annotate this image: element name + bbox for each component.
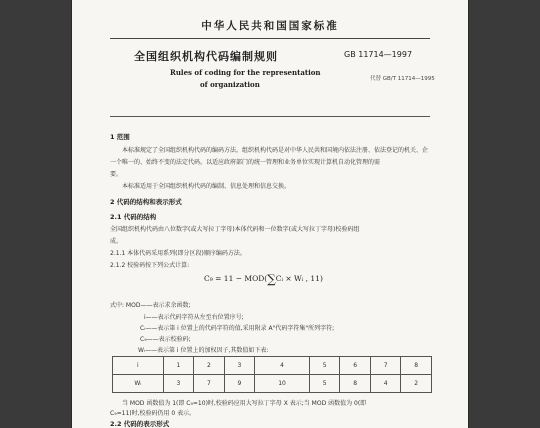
definition-i: i——表示代码字符从左至右位置序号; [144, 314, 244, 321]
check-digit-formula [204, 272, 323, 286]
standard-number: GB 11714—1997 [344, 50, 413, 59]
replaces-note: 代替 GB/T 11714—1995 [370, 76, 435, 82]
table-cell: 7 [370, 357, 401, 375]
section-2-1-1: 2.1.1 本体代码采用系列(即分区段)顺序编码方法。 [110, 250, 246, 257]
after-table-note-line-2: C₉=11)时,校验码仍用 0 表示。 [110, 410, 196, 417]
table-cell: 7 [194, 375, 225, 393]
table-cell: 2 [401, 375, 432, 393]
row-label-i: i [113, 357, 164, 375]
table-cell: 1 [163, 357, 194, 375]
header-rule [110, 38, 430, 39]
definition-intro: 式中: MOD——表示求余函数; [110, 302, 191, 309]
after-table-note-line-1: 当 MOD 函数值为 1(即 C₉=10)时,校验码应用大写拉丁字母 X 表示;当 MOD 函数值为 0(即 [122, 400, 367, 407]
weight-factor-table [112, 356, 432, 393]
table-cell: 10 [255, 375, 310, 393]
definition-c9: C₉——表示校验码; [140, 336, 191, 343]
formula-left: C₉ = 11 − MOD( [204, 274, 268, 283]
section-1-para-1-line-3: 要。 [110, 171, 123, 178]
section-1-heading: 1 范围 [110, 133, 130, 141]
document-page [72, 0, 468, 428]
table-row [113, 357, 432, 375]
table-cell: 5 [309, 357, 340, 375]
title-rule [110, 116, 430, 117]
table-cell: 5 [309, 375, 340, 393]
formula-right: Cᵢ × Wᵢ , 11) [275, 274, 323, 283]
row-label-wi: Wᵢ [113, 375, 164, 393]
definition-wi: Wᵢ——表示第 i 位置上的加权因子,其数值如下表: [138, 347, 269, 354]
section-1-para-1-line-1: 本标准规定了全国组织机构代码的编码方法。组织机构代码是对中华人民共和国境内依法注册、依法登记的机关、企 [122, 147, 429, 154]
section-2-2-heading: 2.2 代码的表示形式 [110, 420, 170, 428]
sum-symbol: ∑ [267, 272, 276, 286]
issuing-org-header: 中华人民共和国国家标准 [201, 20, 339, 32]
table-cell: 8 [401, 357, 432, 375]
document-title-cn: 全国组织机构代码编制规则 [134, 50, 278, 63]
section-2-1-para-line-1: 全国组织机构代码由八位数字(或大写拉丁字母)本体代码和一位数字(或大写拉丁字母)校验码组 [110, 226, 360, 233]
table-cell: 9 [224, 375, 255, 393]
table-row [113, 375, 432, 393]
table-cell: 4 [370, 375, 401, 393]
section-1-para-1-line-2: 一个唯一的、始终不变的法定代码。以适应政府部门的统一管理和业务单位实现计算机自动化管理的需 [110, 159, 381, 166]
table-cell: 4 [255, 357, 310, 375]
table-cell: 6 [340, 357, 371, 375]
document-title-en-line1: Rules of coding for the representation [170, 68, 321, 77]
section-2-1-2: 2.1.2 校验码按下列公式计算: [110, 262, 190, 269]
section-1-para-2: 本标准适用于全国组织机构代码的编制、信息处理和信息交换。 [122, 183, 291, 190]
section-2-1-para-line-2: 成。 [110, 238, 123, 245]
table-cell: 2 [194, 357, 225, 375]
document-title-en-line2: of organization [200, 80, 260, 89]
definition-ci: Cᵢ——表示第 i 位置上的代码字符的值,采用附录 A"代码字符集"所列字符; [140, 325, 335, 332]
table-cell: 3 [163, 375, 194, 393]
section-2-heading: 2 代码的结构和表示形式 [110, 198, 182, 206]
table-cell: 8 [340, 375, 371, 393]
section-2-1-heading: 2.1 代码的结构 [110, 213, 157, 221]
table-cell: 3 [224, 357, 255, 375]
